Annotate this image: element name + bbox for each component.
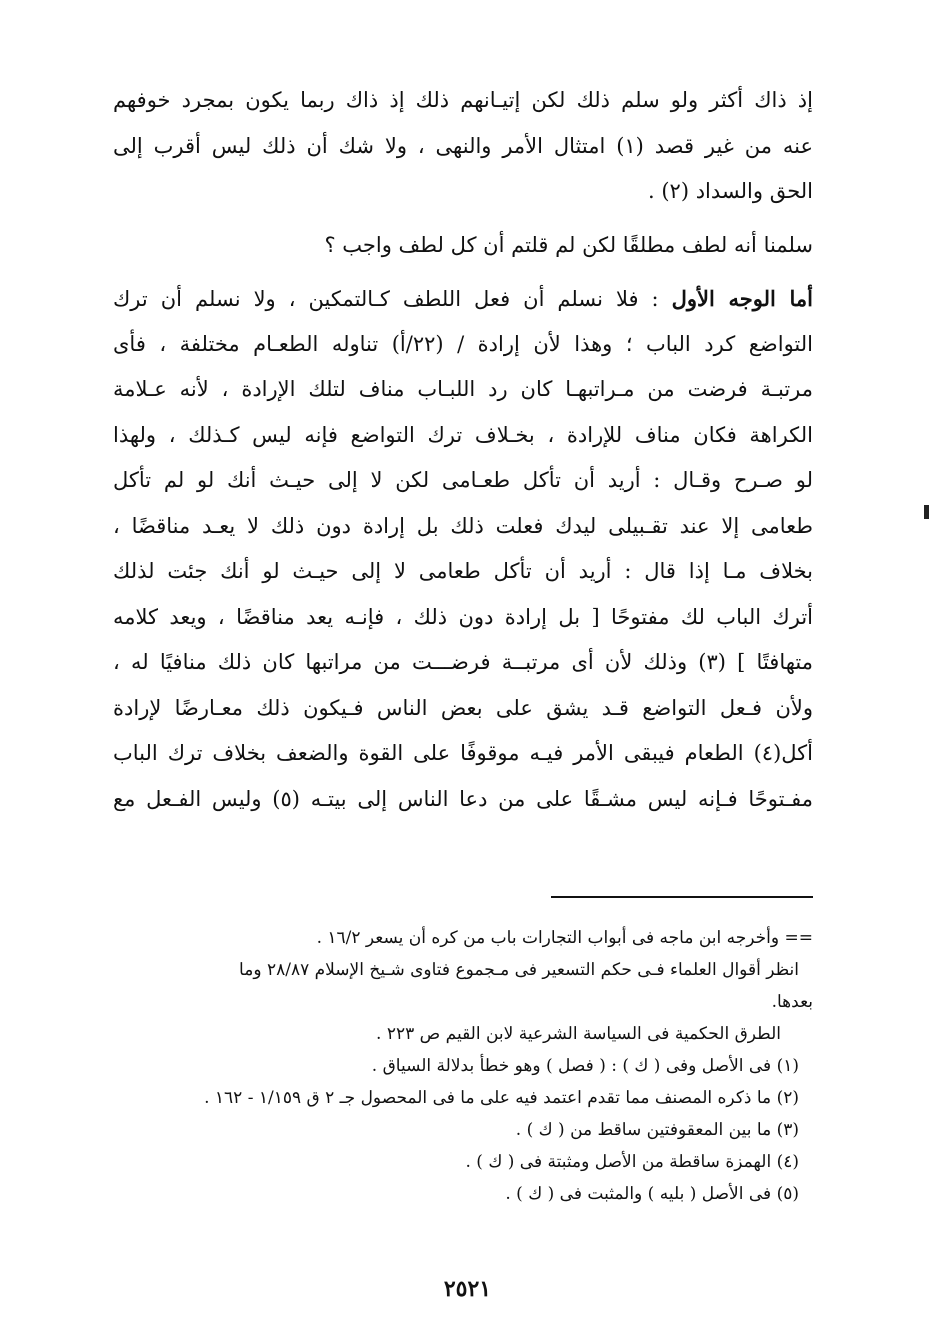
text-line-1: إذ ذاك أكثر ولو سلم ذلك لكن إتيـانهم ذلك إذ ذاك ربما يكون بمجرد خوفهم xyxy=(113,88,813,112)
text-line-10: طعامى إلا عند تقـبيلى ليدك فعلت ذلك بل إرادة دون ذلك لا يعـد مناقضًا ، xyxy=(113,513,813,538)
footnote-reference-line: انظر أقوال العلماء فـى حكم التسعير فى مـجموع فتاوى شـيخ الإسلام ٢٨/٨٧ وما xyxy=(239,960,799,980)
text-line-4: سلمنا أنه لطف مطلقًا لكن لم قلتم أن كل لطف واجب ؟ xyxy=(324,232,813,257)
text-line-9: لو صـرح وقـال : أريد أن تأكل طعـامى لكن لا إلى حيـث أنك لو لم تأكل xyxy=(113,468,813,492)
text-line-14: ولأن فـعل التواضع قـد يشق على بعض الناس فـيكون ذلك معـارضًا لإرادة xyxy=(113,695,813,720)
text-line-13: متهافتًا ] (٣) وذلك لأن أى مرتبــة فرضـــت من مراتبها كان ذلك منافيًا له ، xyxy=(113,650,813,674)
text-line-11: بخلاف مـا إذا قال : أريد أن تأكل طعامى لا إلى حيـث لو أنك جئت لذلك xyxy=(113,559,813,583)
text-line-16: مفـتوحًا فـإنه ليس مشـقًا على من دعا الناس إلى بيتـه (٥) وليس الفـعل مع xyxy=(113,786,813,811)
paragraph-gap xyxy=(113,268,813,276)
text-line-8: الكراهة فكان مناف للإرادة ، بخـلاف ترك التواضع فإنه ليس كـذلك ، ولهذا xyxy=(113,422,813,447)
footnote-separator xyxy=(551,896,813,898)
text-line-5-rest: : فلا نسلم أن فعل اللطف كـالتمكين ، ولا نسلم أن ترك xyxy=(113,287,672,311)
text-line-2: عنه من غير قصد (١) امتثال الأمر والنهى ، ولا شك أن ذلك ليس أقرب إلى xyxy=(113,133,813,158)
footnote-3: (٣) ما بين المعقوفتين ساقط من ( ك ) . xyxy=(515,1120,799,1140)
section-heading-first-aspect: أما الوجه الأول xyxy=(671,286,813,311)
footnote-1: (١) فى الأصل وفى ( ك ) : ( فصل ) وهو خطأ بدلالة السياق . xyxy=(371,1056,799,1076)
footnote-continuation: == وأخرجه ابن ماجه فى أبواب التجارات باب من كره أن يسعر ١٦/٢ . xyxy=(316,928,813,948)
main-text-block xyxy=(113,78,813,822)
text-line-12: أترك الباب لك مفتوحًا [ بل إرادة دون ذلك ، فإنـه يعد مناقضًا ، ويعد كلامه xyxy=(113,604,813,629)
footnote-2: (٢) ما ذكره المصنف مما تقدم اعتمد فيه على ما فى المحصول جـ ٢ ق ١/١٥٩ - ١٦٢ . xyxy=(204,1088,799,1108)
paragraph-gap xyxy=(113,215,813,223)
text-line-3: الحق والسداد (٢) . xyxy=(648,179,813,203)
footnote-reference-line: بعدها. xyxy=(771,992,813,1012)
text-line-7: مرتبـة فرضت من مـراتبهـا كان رد اللبـاب مناف لتلك الإرادة ، لأنه عـلامة xyxy=(113,377,813,401)
footnote-5: (٥) فى الأصل ( بليه ) والمثبت فى ( ك ) . xyxy=(505,1184,799,1204)
footnote-4: (٤) الهمزة ساقطة من الأصل ومثبتة فى ( ك ) . xyxy=(465,1152,799,1172)
text-line-6: التواضع كرد الباب ؛ وهذا لأن إرادة / (٢٢/أ) تناوله الطعـام مختلفة ، فأى xyxy=(113,331,813,356)
text-line-15: أكل(٤) الطعام فيبقى الأمر فيـه موقوفًا على القوة والضعف بخلاف ترك الباب xyxy=(113,741,813,765)
text-line-5 xyxy=(113,276,813,322)
margin-mark xyxy=(924,505,929,519)
footnote-reference-line: الطرق الحكمية فى السياسة الشرعية لابن القيم ص ٢٢٣ . xyxy=(376,1024,781,1044)
page-number: ٢٥٢١ xyxy=(443,1276,492,1302)
footnotes-block xyxy=(108,922,813,1210)
